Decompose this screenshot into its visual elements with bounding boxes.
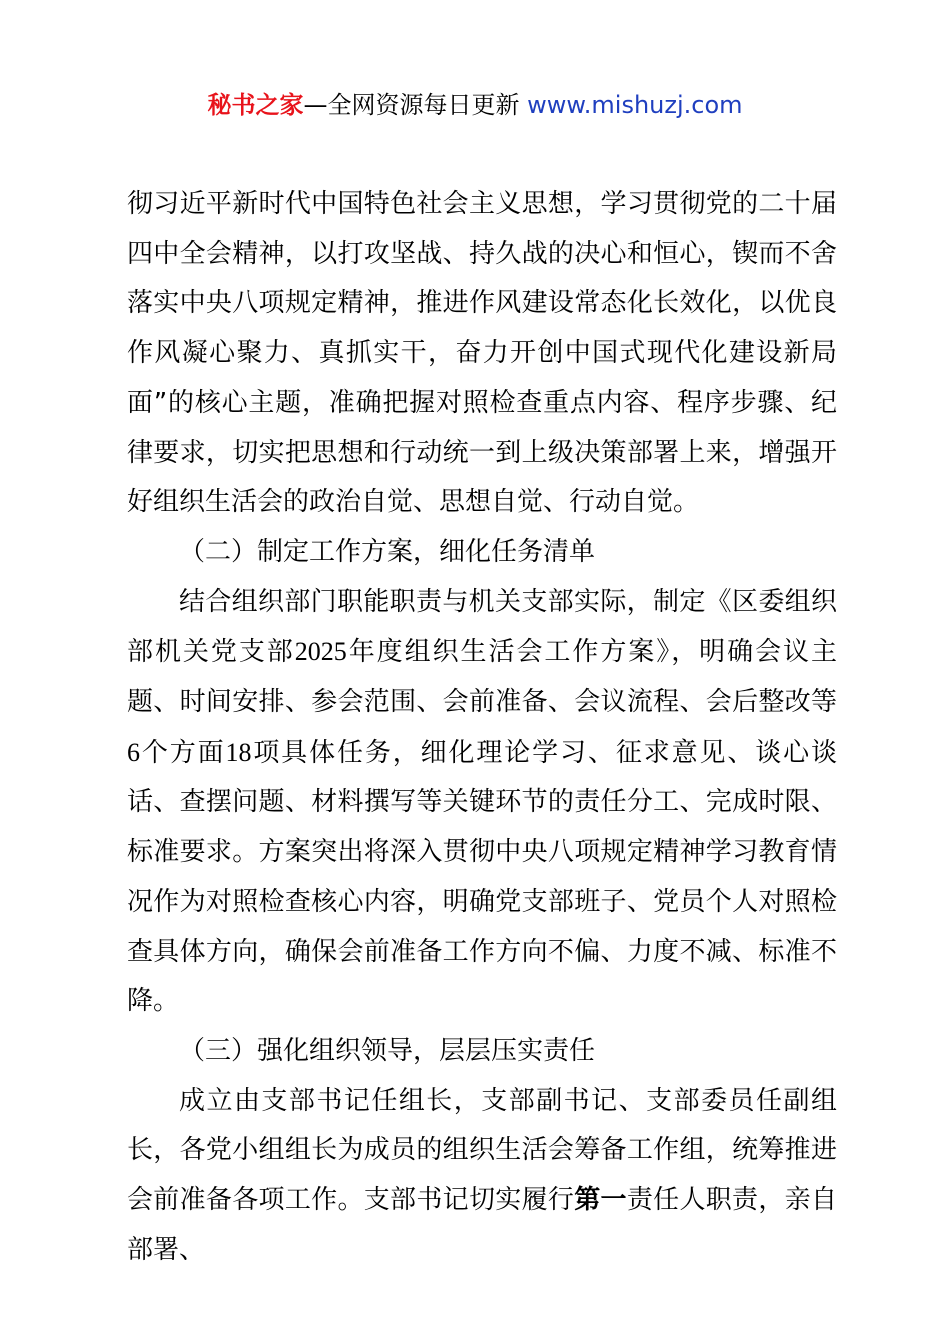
section-heading-3: （三）强化组织领导，层层压实责任 (179, 1035, 596, 1066)
paragraph-text: 年度组织生活会工作方案》，明确会议主题、时间安排、参会范围、会前准备、会议流程、会后整改等 (127, 637, 837, 718)
aspect-count: 6 (127, 737, 140, 767)
paragraph-leadership (127, 1077, 837, 1276)
document-body (127, 180, 837, 1275)
paragraph-theme: 彻习近平新时代中国特色社会主义思想，学习贯彻党的二十届四中全会精神，以打攻坚战、持久战的决心和恒心，锲而不舍落实中央八项规定精神，推进作风建设常态化长效化，以优良作风凝心聚力、真抓实干，奋力开创中国式现代化建设新局面”的核心主题，准确把握对照检查重点内容、程序步骤、纪律要求，切实把思想和行动统一到上级决策部署上来，增强开好组织生活会的政治自觉、思想自觉、行动自觉。 (127, 189, 837, 518)
brand-name: 秘书之家 (207, 91, 304, 119)
paragraph-work-plan (127, 578, 837, 1027)
paragraph-text: 结合组织部门职能职责与机关支部实际，制定《区委组织部机关党支部 (127, 586, 837, 668)
bold-text: 第一 (574, 1185, 627, 1216)
year-number: 2025 (294, 637, 347, 667)
paragraph-text: 成立由支部书记任组长，支部副书记、支部委员任副组长，各党小组组长为成员的组织生活会筹备工作组，统筹推进会前准备各项工作。支部书记切实履行 (127, 1085, 837, 1216)
header-tagline: —全网资源每日更新 (303, 91, 520, 119)
paragraph-text: 项具体任务，细化理论学习、征求意见、谈心谈话、查摆问题、材料撰写等关键环节的责任分工、完成时限、标准要求。方案突出将深入贯彻中央八项规定精神学习教育情况作为对照检查核心内容，明确党支部班子、党员个人对照检查具体方向，确保会前准备工作方向不偏、力度不减、标准不降。 (127, 737, 837, 1017)
site-header (0, 88, 950, 122)
paragraph-text: 责任人职责，亲自部署、 (127, 1185, 837, 1265)
paragraph-text: 个方面 (140, 737, 226, 768)
task-count: 18 (225, 737, 252, 767)
section-heading-2: （二）制定工作方案，细化任务清单 (179, 536, 596, 567)
site-url-link[interactable]: www.mishuzj.com (527, 91, 743, 119)
